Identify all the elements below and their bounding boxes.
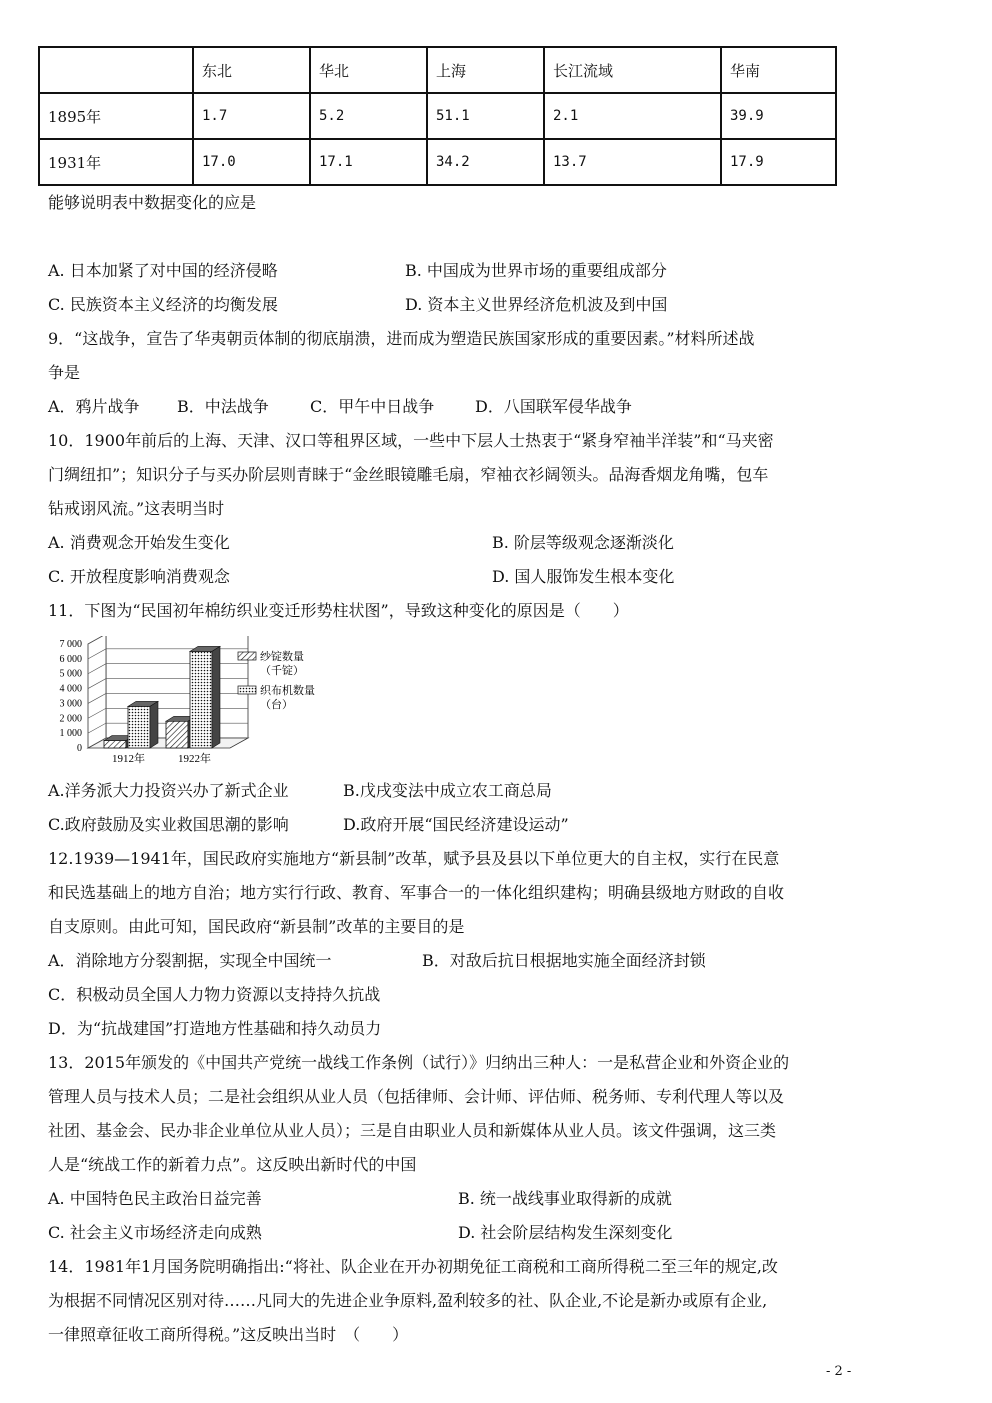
- q9-option-c: C．甲午中日战争: [310, 397, 435, 416]
- chart-legend-swatch: [238, 652, 256, 660]
- q11-option-c: C.政府鼓励及实业救国思潮的影响: [48, 815, 289, 834]
- q12-stem-line: 12.1939—1941年，国民政府实施地方“新县制”改革，赋予县及县以下单位更大的自主权，实行在民意: [48, 849, 780, 868]
- q13-stem-line: 人是“统战工作的新着力点”。这反映出新时代的中国: [48, 1155, 417, 1174]
- chart-legend-label: 纱锭数量: [260, 650, 304, 663]
- table-cell: 13.7: [544, 139, 721, 185]
- q9-option-b: B．中法战争: [177, 397, 269, 416]
- chart-x-tick-label: 1912年: [112, 753, 145, 765]
- table-cell: 17.0: [193, 139, 310, 185]
- cotton-industry-bar-chart: [44, 636, 334, 768]
- q10-stem-line: 门绸纽扣”；知识分子与买办阶层则青睐于“金丝眼镜雕毛扇，窄袖衣衫阔领头。品海香烟龙角嘴，包车: [48, 465, 769, 484]
- q10-stem-line: 钻戒诩风流。”这表明当时: [48, 499, 225, 518]
- table-cell: 17.9: [721, 139, 836, 185]
- q10-stem-line: 10．1900年前后的上海、天津、汉口等租界区域，一些中下层人士热衷于“紧身窄袖半洋装”和“马夹密: [48, 431, 774, 450]
- chart-bar-front: [166, 721, 188, 748]
- q12-stem-line: 和民选基础上的地方自治；地方实行行政、教育、军事合一的一体化组织建构；明确县级地方财政的自收: [48, 883, 785, 902]
- page-number: - 2 -: [826, 1364, 852, 1379]
- chart-y-tick-label: 1 000: [59, 728, 82, 740]
- table-cell: 39.9: [721, 93, 836, 139]
- q11-option-a: A.洋务派大力投资兴办了新式企业: [48, 781, 289, 800]
- q8-option-c: C. 民族资本主义经济的均衡发展: [48, 295, 278, 314]
- q13-option-a: A. 中国特色民主政治日益完善: [48, 1189, 262, 1208]
- q9-option-d: D．八国联军侵华战争: [475, 397, 632, 416]
- table-cell: 51.1: [427, 93, 544, 139]
- q12-option-b: B．对敌后抗日根据地实施全面经济封锁: [422, 951, 706, 970]
- table-header-cell: [39, 47, 193, 93]
- chart-bar-front: [128, 706, 150, 748]
- chart-y-tick-label: 6 000: [59, 653, 82, 665]
- chart-bar: [190, 646, 220, 748]
- q12-stem-line: 自支原则。由此可知，国民政府“新县制”改革的主要目的是: [48, 917, 465, 936]
- table-row: [39, 93, 836, 139]
- q8-option-b: B. 中国成为世界市场的重要组成部分: [405, 261, 667, 280]
- chart-y-tick-label: 7 000: [59, 639, 82, 650]
- q12-option-c: C．积极动员全国人力物力资源以支持持久抗战: [48, 985, 381, 1004]
- chart-y-tick-label: 5 000: [59, 668, 82, 680]
- q13-option-c: C. 社会主义市场经济走向成熟: [48, 1223, 262, 1242]
- table-header-cell: 华南: [721, 47, 836, 93]
- q10-option-c: C. 开放程度影响消费观念: [48, 567, 230, 586]
- table-cell: 2.1: [544, 93, 721, 139]
- chart-y-axis: [60, 639, 83, 754]
- q8-option-a: A. 日本加紧了对中国的经济侵略: [48, 261, 278, 280]
- chart-bar: [128, 701, 158, 748]
- chart-bar-side: [150, 701, 158, 748]
- q13-option-d: D. 社会阶层结构发生深刻变化: [458, 1223, 673, 1242]
- table-year-cell: 1895年: [39, 93, 193, 139]
- region-data-table: [38, 46, 837, 186]
- chart-bar-side: [212, 646, 220, 748]
- chart-y-tick-label: 4 000: [59, 683, 82, 695]
- chart-legend-label: 织布机数量: [260, 684, 315, 697]
- chart-legend-swatch: [238, 686, 256, 694]
- chart-x-axis: [112, 751, 211, 765]
- chart-bar-front: [190, 651, 212, 748]
- table-cell: 1.7: [193, 93, 310, 139]
- q8-option-d: D. 资本主义世界经济危机波及到中国: [405, 295, 668, 314]
- q14-stem-line: 14．1981年1月国务院明确指出:“将社、队企业在开办初期免征工商税和工商所得税二至三年的规定,改: [48, 1257, 778, 1276]
- q13-option-b: B. 统一战线事业取得新的成就: [458, 1189, 672, 1208]
- q14-stem-line: 为根据不同情况区别对待……凡同大的先进企业争原料,盈利较多的社、队企业,不论是新办或原有企业,: [48, 1291, 768, 1310]
- chart-y-tick-label: 2 000: [59, 713, 82, 725]
- table-cell: 34.2: [427, 139, 544, 185]
- q11-option-b: B.戊戌变法中成立农工商总局: [343, 781, 552, 800]
- table-header-cell: 长江流域: [544, 47, 721, 93]
- q11-option-d: D.政府开展“国民经济建设运动”: [343, 815, 569, 834]
- q10-option-d: D. 国人服饰发生根本变化: [492, 567, 675, 586]
- table-header-cell: 东北: [193, 47, 310, 93]
- q10-option-a: A. 消费观念开始发生变化: [48, 533, 230, 552]
- q11-stem: 11．下图为“民国初年棉纺织业变迁形势柱状图”，导致这种变化的原因是（ ）: [48, 601, 629, 620]
- chart-legend: [238, 649, 315, 711]
- table-year-cell: 1931年: [39, 139, 193, 185]
- chart-y-tick-label: 3 000: [59, 698, 82, 710]
- chart-legend-unit: （台）: [260, 698, 293, 711]
- q13-stem-line: 社团、基金会、民办非企业单位从业人员）；三是自由职业人员和新媒体从业人员。该文件强调，这三类: [48, 1121, 777, 1140]
- table-cell: 17.1: [310, 139, 427, 185]
- q13-stem-line: 13．2015年颁发的《中国共产党统一战线工作条例（试行）》归纳出三种人：一是私营企业和外资企业的: [48, 1053, 790, 1072]
- q13-stem-line: 管理人员与技术人员；二是社会组织从业人员（包括律师、会计师、评估师、税务师、专利代理人等以及: [48, 1087, 785, 1106]
- q14-stem-line: 一律照章征收工商所得税。”这反映出当时 （ ）: [48, 1325, 409, 1344]
- q9-option-a: A．鸦片战争: [48, 397, 140, 416]
- q12-option-a: A．消除地方分裂割据，实现全中国统一: [48, 951, 332, 970]
- table-header-row: [39, 47, 836, 93]
- table-header-cell: 上海: [427, 47, 544, 93]
- table-row: [39, 139, 836, 185]
- chart-legend-unit: （千锭）: [260, 664, 304, 677]
- chart-x-tick-label: 1922年: [178, 753, 211, 765]
- chart-side-wall: [88, 636, 106, 748]
- q12-option-d: D．为“抗战建国”打造地方性基础和持久动员力: [48, 1019, 382, 1038]
- chart-y-tick-label: 0: [77, 743, 82, 754]
- chart-bar-front: [104, 741, 126, 748]
- q10-option-b: B. 阶层等级观念逐渐淡化: [492, 533, 674, 552]
- q9-stem-line: 争是: [48, 363, 81, 382]
- q9-stem-line: 9．“这战争，宣告了华夷朝贡体制的彻底崩溃，进而成为塑造民族国家形成的重要因素。”材料所述战: [48, 329, 755, 348]
- table-header-cell: 华北: [310, 47, 427, 93]
- table-cell: 5.2: [310, 93, 427, 139]
- q8-stem: 能够说明表中数据变化的应是: [48, 193, 257, 212]
